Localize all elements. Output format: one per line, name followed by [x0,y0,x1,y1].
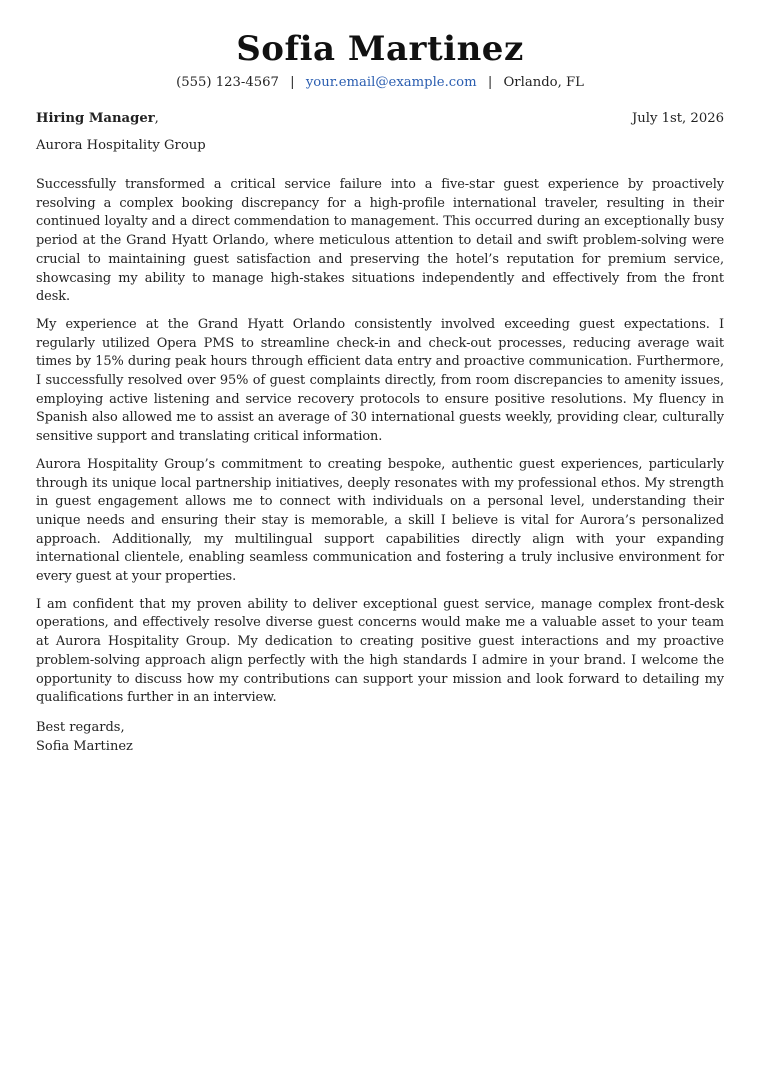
location: Orlando, FL [503,75,584,90]
recipient-title: Hiring Manager [36,111,155,126]
letter-body [36,176,724,708]
applicant-name: Sofia Martinez [236,29,524,69]
contact-line [36,74,724,92]
letter-date: July 1st, 2026 [631,111,724,126]
recipient-date-row [36,110,724,128]
closing-signature: Sofia Martinez [36,738,133,754]
phone-number: (555) 123-4567 [176,75,279,90]
body-paragraph: I am confident that my proven ability to deliver exceptional guest service, manage complex front-desk operations, and effectively resolve diverse guest concerns would make me a valuable asset to your team at Aurora Hospitality Group. My dedication to creating positive guest interactions and my proactive problem-solving approach align perfectly with the high standards I admire in your brand. I welcome the opportunity to discuss how my contributions can support your mission and look forward to detailing my qualifications further in an interview. [36,596,724,706]
recipient-title-comma: , [154,111,159,126]
recipient-company: Aurora Hospitality Group [36,138,206,153]
contact-separator: | [290,75,295,90]
body-paragraph: My experience at the Grand Hyatt Orlando consistently involved exceeding guest expectations. I regularly utilized Opera PMS to streamline check-in and check-out processes, reducing average wait times by 15% during peak hours through efficient data entry and proactive communication. Furthermore, I successfully resolved over 95% of guest complaints directly, from room discrepancies to amenity issues, employing active listening and service recovery protocols to ensure positive resolutions. My fluency in Spanish also allowed me to assist an average of 30 international guests weekly, providing clear, culturally sensitive support and translating critical information. [36,316,724,445]
email-link[interactable]: your.email@example.com [305,75,477,90]
contact-separator: | [487,75,493,90]
body-paragraph: Successfully transformed a critical service failure into a five-star guest experience by proactively resolving a complex booking discrepancy for a high-profile international traveler, resulting in their continued loyalty and a direct commendation to management. This occurred during an exceptionally busy period at the Grand Hyatt Orlando, where meticulous attention to detail and swift problem-solving were crucial to maintaining guest satisfaction and preserving the hotel’s reputation for premium service, showcasing my ability to manage high-stakes situations independently and effectively from the front desk. [36,177,724,305]
closing-salutation: Best regards, [36,719,125,735]
letter-closing [36,718,724,756]
body-paragraph: Aurora Hospitality Group’s commitment to creating bespoke, authentic guest experiences, particularly through its unique local partnership initiatives, deeply resonates with my professional ethos. My strength in guest engagement allows me to connect with individuals on a personal level, understanding their unique needs and ensuring their stay is memorable, a skill I believe is vital for Aurora’s personalized approach. Additionally, my multilingual support capabilities directly align with your expanding international clientele, enabling seamless communication and fostering a truly inclusive environment for every guest at your properties. [36,456,724,585]
recipient-line [36,110,159,128]
